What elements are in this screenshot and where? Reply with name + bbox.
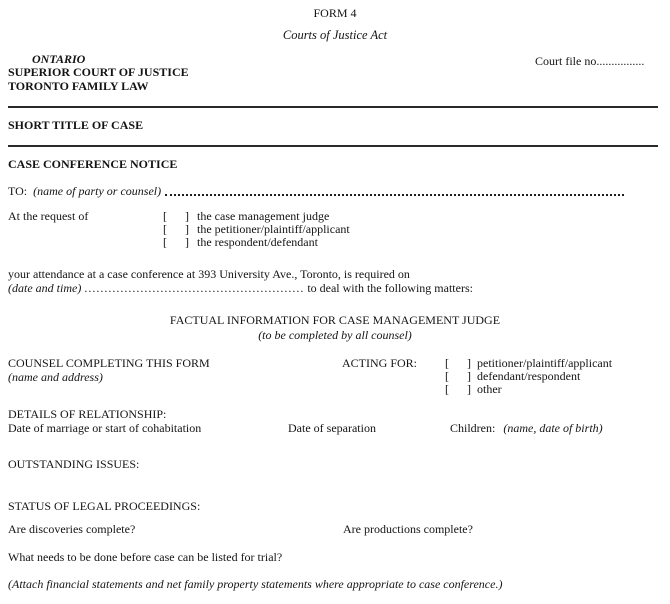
date-time-fill-in-field[interactable]: ....................................................... (84, 281, 305, 295)
separation-date-label: Date of separation (288, 421, 376, 435)
attendance-line2 (8, 282, 473, 295)
court-file-number-field[interactable]: Court file no................ (535, 54, 645, 68)
request-option-row (163, 236, 318, 249)
attendance-suffix: to deal with the following matters: (307, 281, 473, 295)
acting-for-option-row (445, 383, 502, 396)
relationship-heading: DETAILS OF RELATIONSHIP: (8, 407, 167, 421)
question-discoveries: Are discoveries complete? (8, 522, 136, 536)
children-label-group (450, 422, 603, 435)
children-hint: (name, date of birth) (503, 421, 603, 435)
to-fill-in-field[interactable] (165, 193, 624, 196)
request-label: At the request of (8, 209, 89, 223)
outstanding-issues-heading: OUTSTANDING ISSUES: (8, 457, 140, 471)
to-hint: (name of party or counsel) (33, 184, 162, 198)
court-branch: TORONTO FAMILY LAW (8, 79, 149, 93)
checkbox-respondent[interactable]: [ ] (163, 235, 193, 249)
request-option-label: the case management judge (197, 209, 330, 223)
form-number-title: FORM 4 (313, 6, 357, 20)
status-heading: STATUS OF LEGAL PROCEEDINGS: (8, 499, 201, 513)
acting-for-option-label: petitioner/plaintiff/applicant (477, 356, 613, 370)
act-title: Courts of Justice Act (282, 28, 388, 42)
divider-top (8, 106, 658, 108)
checkbox-acting-defendant[interactable]: [ ] (445, 369, 475, 383)
factual-subheading: (to be completed by all counsel) (258, 328, 412, 342)
children-label: Children: (450, 421, 496, 435)
short-title-heading: SHORT TITLE OF CASE (8, 118, 144, 132)
to-line (8, 185, 624, 198)
question-productions: Are productions complete? (343, 522, 473, 536)
acting-for-option-label: defendant/respondent (477, 369, 581, 383)
to-label: TO: (8, 184, 28, 198)
notice-heading: CASE CONFERENCE NOTICE (8, 157, 178, 171)
question-trial-ready: What needs to be done before case can be listed for trial? (8, 550, 283, 564)
date-time-hint: (date and time) (8, 281, 82, 295)
attachments-footnote: (Attach financial statements and net family property statements where appropriate to case conference.) (8, 577, 503, 591)
counsel-hint: (name and address) (8, 370, 103, 384)
factual-heading: FACTUAL INFORMATION FOR CASE MANAGEMENT JUDGE (169, 313, 501, 327)
court-name: SUPERIOR COURT OF JUSTICE (8, 65, 189, 79)
marriage-date-label: Date of marriage or start of cohabitation (8, 421, 202, 435)
checkbox-acting-petitioner[interactable]: [ ] (445, 356, 475, 370)
acting-for-option-label: other (477, 382, 502, 396)
attendance-line1: your attendance at a case conference at 393 University Ave., Toronto, is required on (8, 267, 410, 281)
checkbox-petitioner[interactable]: [ ] (163, 222, 193, 236)
province-label: ONTARIO (32, 52, 86, 66)
counsel-heading: COUNSEL COMPLETING THIS FORM (8, 356, 210, 370)
divider-short-title (8, 145, 658, 147)
acting-for-label: ACTING FOR: (342, 356, 418, 370)
request-option-label: the respondent/defendant (197, 235, 318, 249)
request-option-label: the petitioner/plaintiff/applicant (197, 222, 350, 236)
checkbox-acting-other[interactable]: [ ] (445, 382, 475, 396)
checkbox-case-management-judge[interactable]: [ ] (163, 209, 193, 223)
